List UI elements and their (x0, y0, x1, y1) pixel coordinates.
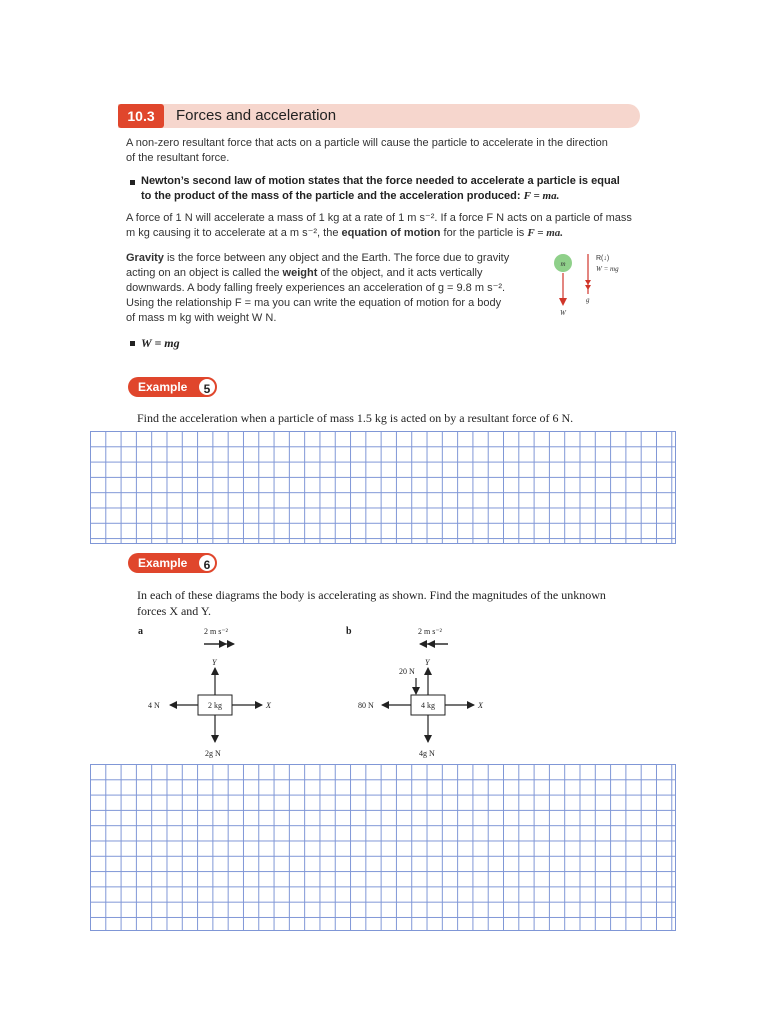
intro-line-2: of the resultant force. (126, 152, 230, 164)
example-6-line-2: forces X and Y. (137, 604, 211, 618)
law-line-2: to the product of the mass of the particle and the acceleration produced: (141, 190, 524, 202)
gravity-line-2a: acting on an object is called the (126, 267, 283, 279)
mass-label: m (560, 260, 566, 268)
example-6-question (137, 587, 657, 619)
g-label: g (586, 296, 590, 304)
example-5-question: Find the acceleration when a particle of mass 1.5 kg is acted on by a resultant force of 6 N. (137, 411, 574, 425)
diagram-b-accel: 2 m s⁻² (418, 627, 442, 636)
diagram-a-label: a (138, 626, 143, 637)
diagram-a-right: X (266, 701, 271, 710)
weight-label: W (560, 309, 566, 317)
intro-line-1: A non-zero resultant force that acts on a particle will cause the particle to accelerate in the direction (126, 137, 608, 149)
gravity-line-1: is the force between any object and the Earth. The force due to gravity (163, 252, 510, 264)
newton-law (141, 174, 651, 204)
section-number: 10.3 (118, 104, 164, 128)
section-title: Forces and acceleration (176, 107, 337, 124)
g-arrowhead-2 (585, 285, 591, 290)
bullet-marker (130, 341, 135, 346)
example-5-pill: Example (128, 377, 215, 397)
weight-term: weight (282, 267, 318, 279)
force-line-2a: m kg causing it to accelerate at a m s⁻², the (126, 227, 342, 239)
example-6-line-1: In each of these diagrams the body is accelerating as shown. Find the magnitudes of the unknown (137, 588, 606, 602)
working-grid-1[interactable] (90, 431, 676, 544)
example-6-number: 6 (197, 553, 217, 573)
weight-formula: W = mg (141, 336, 180, 350)
gravity-paragraph (126, 251, 536, 326)
gravity-line-5: of mass m kg with weight W N. (126, 312, 277, 324)
working-grid-2[interactable] (90, 764, 676, 931)
weight-equation: W = mg (596, 265, 619, 273)
force-diagram-a (130, 620, 300, 765)
gravity-term: Gravity (126, 252, 164, 264)
diagram-a-down: 2g N (205, 749, 221, 758)
force-diagram-b (340, 620, 510, 765)
force-formula: F = ma. (527, 227, 564, 239)
diagram-b-left: 80 N (358, 701, 374, 710)
weight-arrowhead (559, 298, 567, 306)
force-line-1: A force of 1 N will accelerate a mass of 1 kg at a rate of 1 m s⁻². If a force F N acts on a particle of mass (126, 212, 632, 224)
g-arrowhead-1 (585, 280, 591, 285)
resolve-label: R(↓) (596, 255, 610, 262)
gravity-line-2c: of the object, and it acts vertically (317, 267, 483, 279)
diagram-a-mass: 2 kg (208, 701, 222, 710)
equation-of-motion-term: equation of motion (341, 227, 441, 239)
diagram-b-mass: 4 kg (421, 701, 435, 710)
diagram-a-left: 4 N (148, 701, 160, 710)
example-6-pill: Example (128, 553, 215, 573)
intro-paragraph (126, 136, 646, 166)
example-5-number: 5 (197, 377, 217, 397)
gravity-line-3: downwards. A body falling freely experiences an acceleration of g = 9.8 m s⁻². (126, 282, 506, 294)
diagram-b-down: 4g N (419, 749, 435, 758)
force-paragraph (126, 211, 646, 241)
diagram-b-right: X (478, 701, 483, 710)
gravity-line-4: Using the relationship F = ma you can write the equation of motion for a body (126, 297, 502, 309)
bullet-marker (130, 180, 135, 185)
diagram-a-up: Y (212, 658, 217, 667)
diagram-b-label: b (346, 626, 352, 637)
force-line-2c: for the particle is (440, 227, 528, 239)
gravity-diagram (548, 250, 648, 320)
diagram-a-accel: 2 m s⁻² (204, 627, 228, 636)
diagram-b-top-push: 20 N (399, 667, 415, 676)
law-line-1: Newton’s second law of motion states that the force needed to accelerate a particle is equal (141, 175, 620, 187)
law-formula: F = ma. (523, 190, 560, 202)
diagram-b-up: Y (425, 658, 430, 667)
